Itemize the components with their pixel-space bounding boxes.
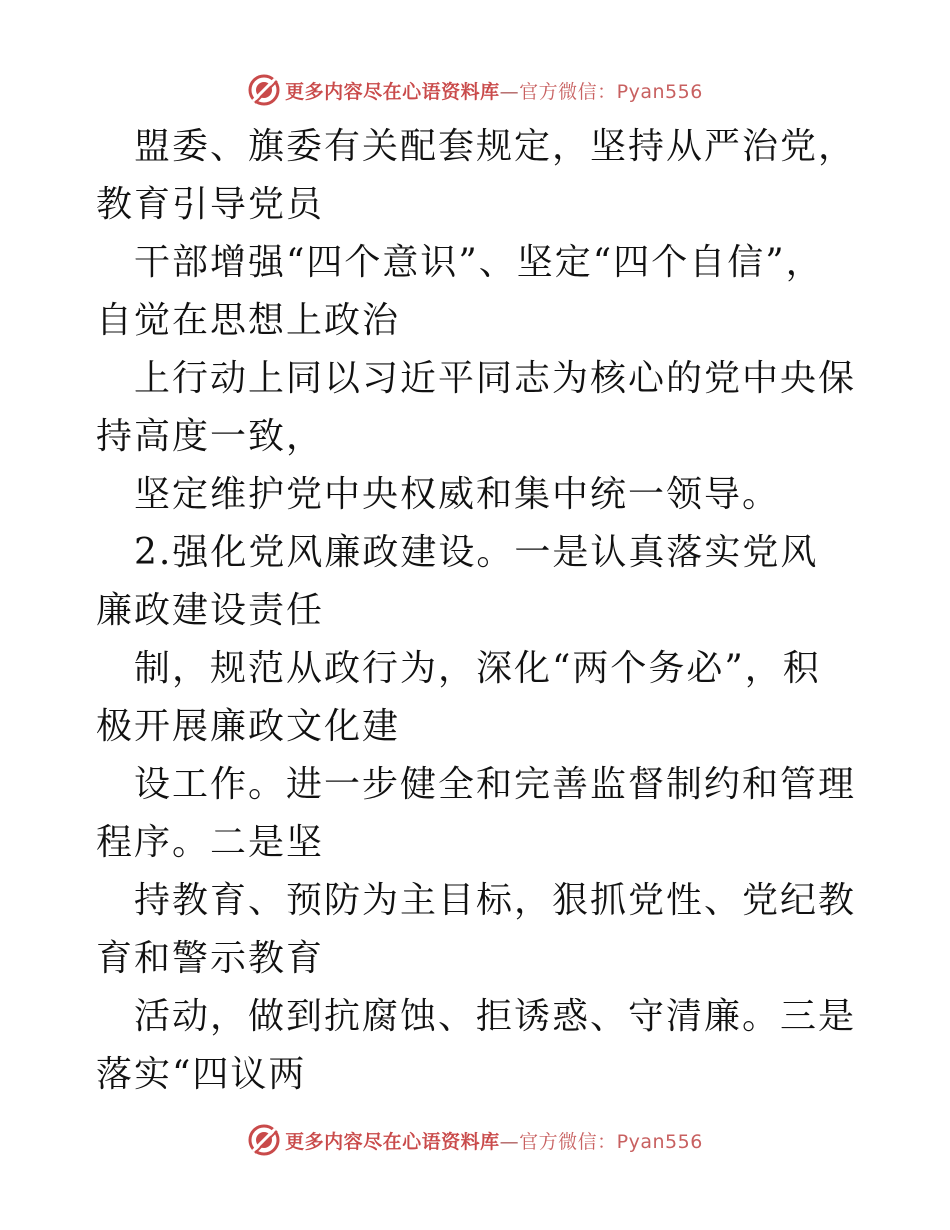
- paragraph: 制，规范从政行为，深化“两个务必”，积极开展廉政文化建: [96, 648, 821, 747]
- paragraph: 持教育、预防为主目标，狠抓党性、党纪教育和警示教育: [96, 880, 857, 979]
- banner-text: 更多内容尽在心语资料库—官方微信：Pyan556: [285, 1130, 703, 1153]
- banner-text: 更多内容尽在心语资料库—官方微信：Pyan556: [285, 80, 703, 103]
- quill-seal-icon: [247, 1123, 281, 1157]
- header-banner: [0, 70, 950, 110]
- paragraph: 坚定维护党中央权威和集中统一领导。: [134, 474, 781, 515]
- paragraph: 上行动上同以习近平同志为核心的党中央保持高度一致，: [96, 358, 857, 457]
- paragraph: 2.强化党风廉政建设。一是认真落实党风廉政建设责任: [96, 532, 819, 631]
- paragraph: 活动，做到抗腐蚀、拒诱惑、守清廉。三是落实“四议两: [96, 996, 857, 1095]
- paragraph: 干部增强“四个意识”、坚定“四个自信”，自觉在思想上政治: [96, 242, 824, 341]
- document-body: [96, 118, 856, 1104]
- paragraph: 盟委、旗委有关配套规定，坚持从严治党，教育引导党员: [96, 126, 857, 225]
- quill-seal-icon: [247, 73, 281, 107]
- footer-banner: [0, 1120, 950, 1160]
- paragraph: 设工作。进一步健全和完善监督制约和管理程序。二是坚: [96, 764, 857, 863]
